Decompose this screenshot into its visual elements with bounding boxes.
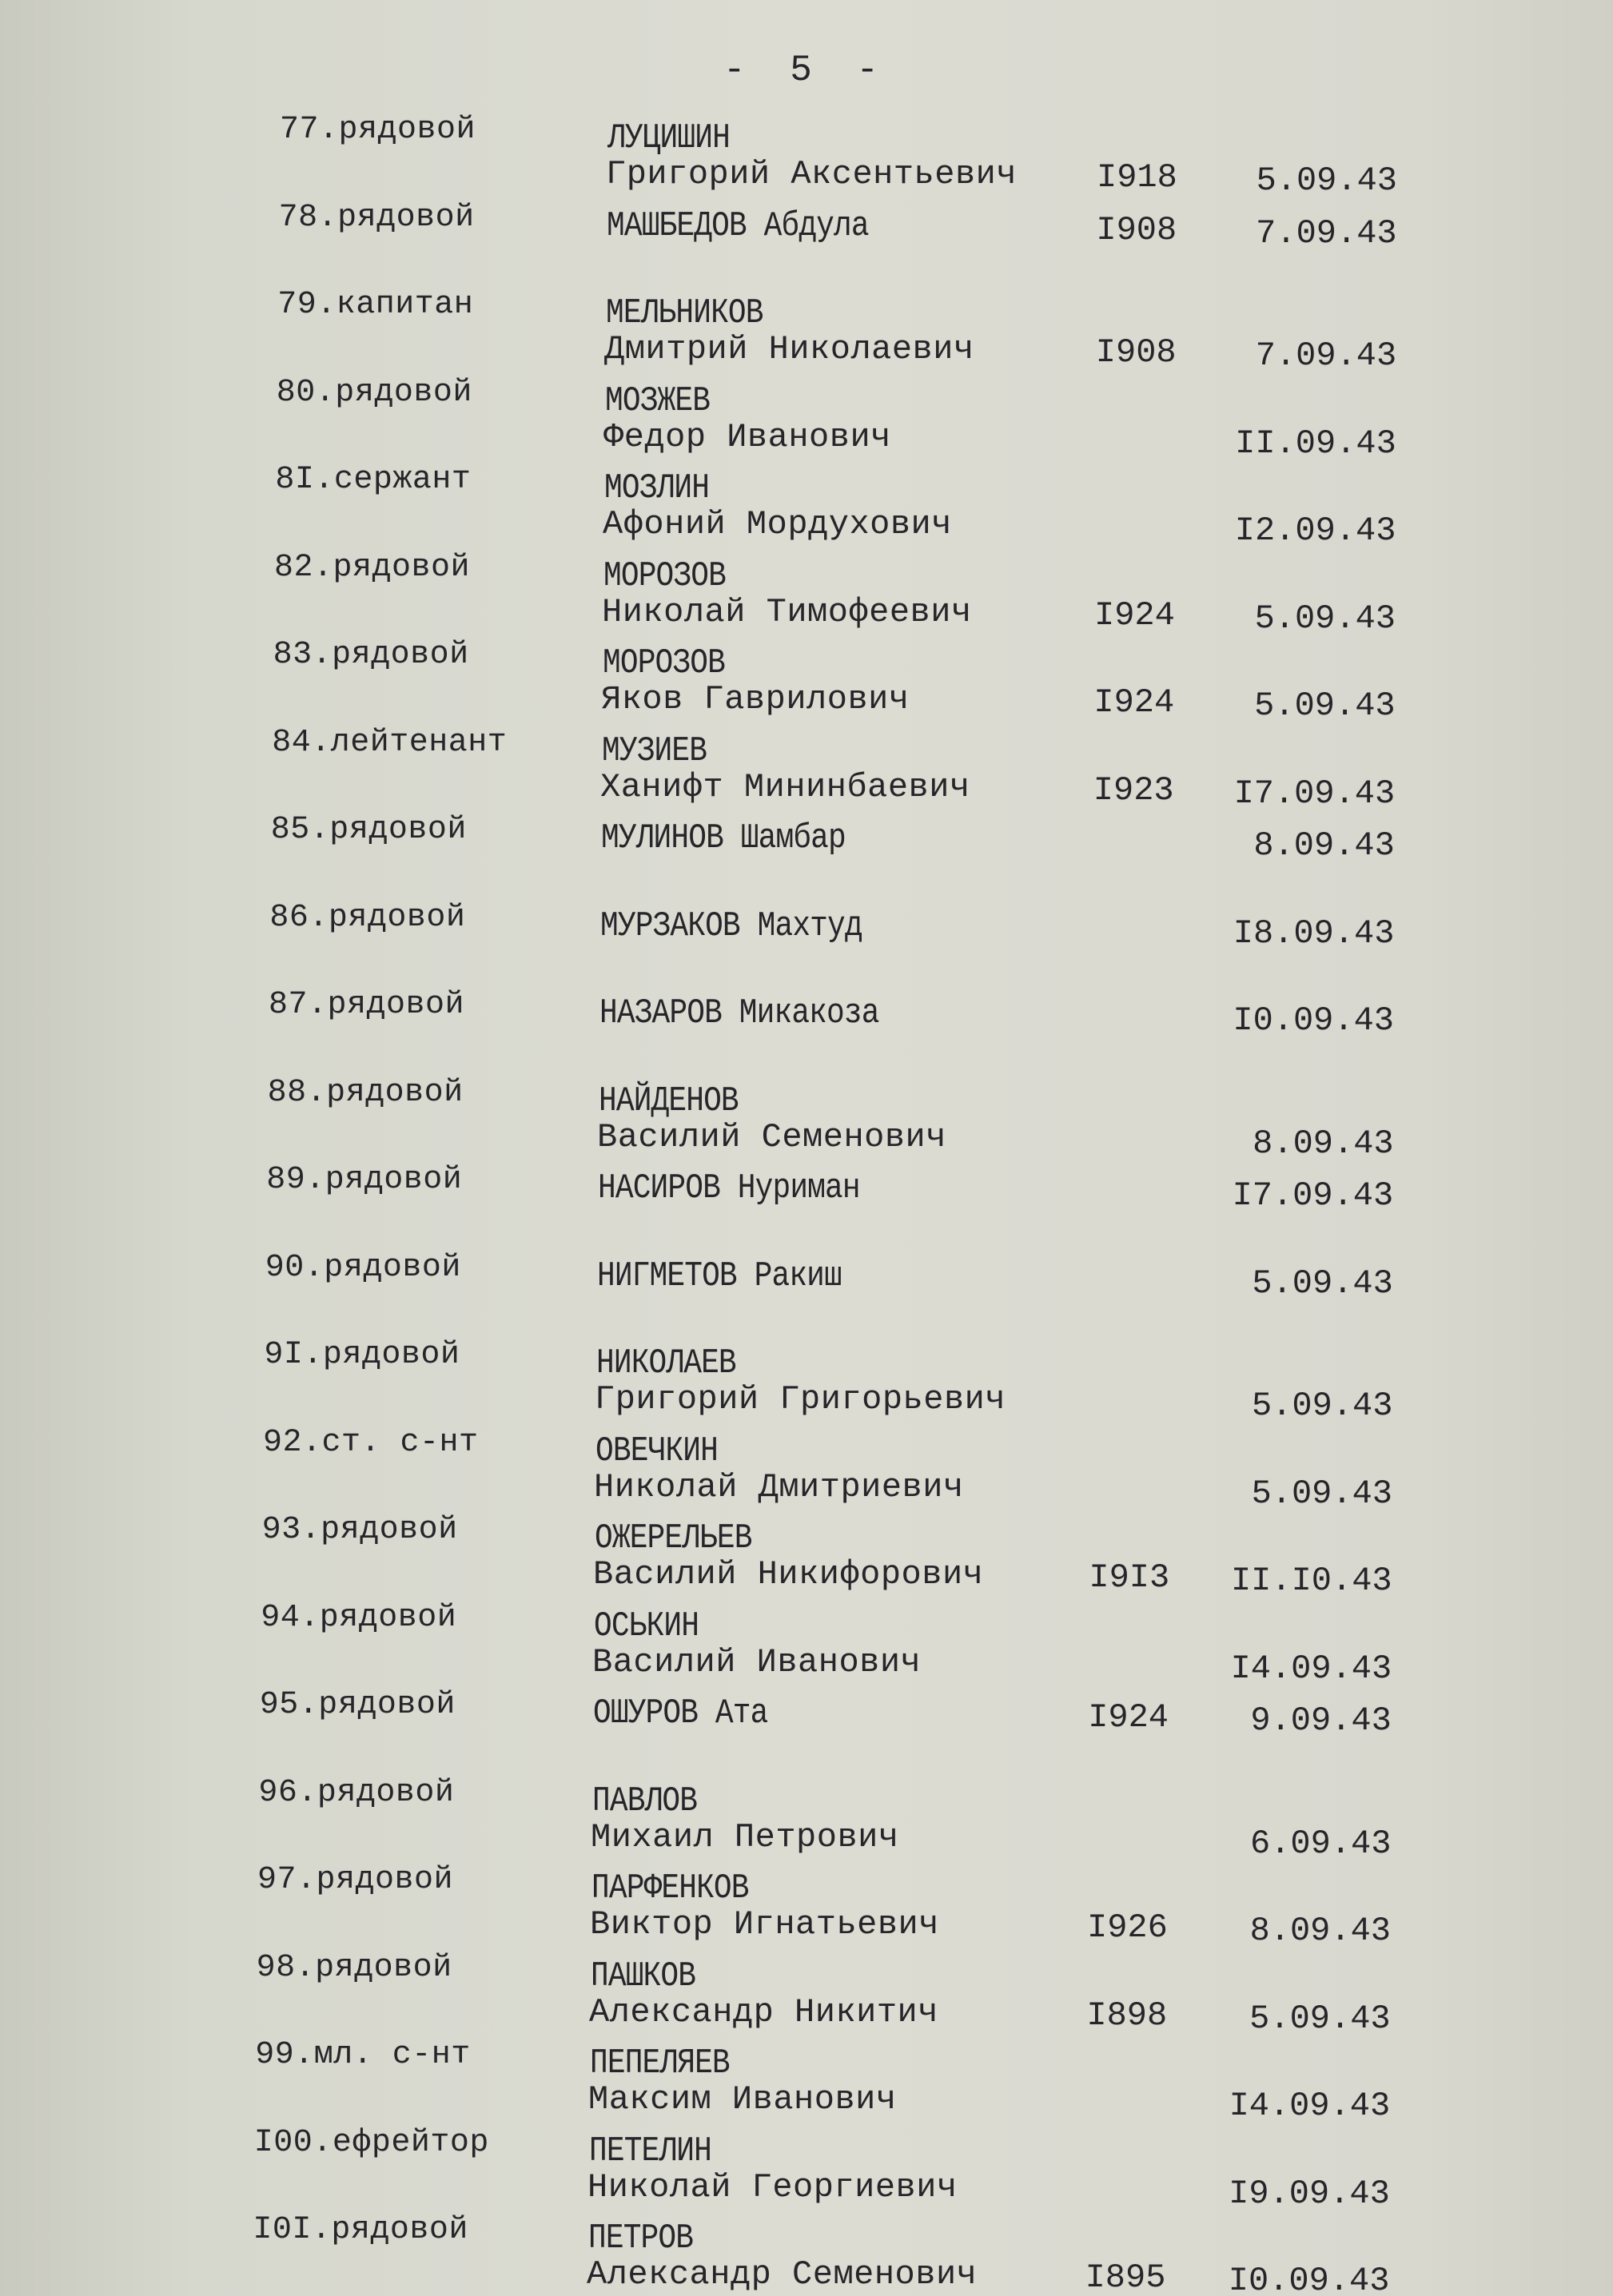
list-item	[0, 1775, 1613, 1863]
list-item	[0, 900, 1613, 988]
rank-label: 89.рядовой	[266, 1162, 463, 1198]
rank-label: 88.рядовой	[267, 1074, 464, 1111]
given-name: Василий Иванович	[592, 1642, 922, 1681]
list-item	[0, 112, 1613, 200]
death-date: 7.09.43	[1256, 213, 1397, 253]
death-date: II.09.43	[1235, 424, 1396, 463]
death-date: 5.09.43	[1254, 599, 1396, 638]
rank-label: 99.мл. с-нт	[255, 2037, 471, 2073]
given-name: Григорий Аксентьевич	[606, 155, 1018, 193]
rank-label: 96.рядовой	[258, 1774, 455, 1811]
surname: ПЕТРОВ	[588, 2218, 694, 2258]
surname: ОЖЕРЕЛЬЕВ	[595, 1518, 752, 1558]
birth-year: I923	[1093, 770, 1174, 810]
surname: НАСИРОВ Нуриман	[598, 1168, 860, 1208]
given-name: Николай Тимофеевич	[602, 592, 972, 631]
list-item	[0, 1512, 1613, 1600]
death-date: II.I0.43	[1230, 1562, 1392, 1600]
rank-label: I00.ефрейтор	[253, 2124, 489, 2161]
surname: ЛУЦИШИН	[607, 118, 730, 158]
birth-year: I898	[1086, 1996, 1168, 2035]
birth-year: I9I3	[1089, 1558, 1170, 1597]
surname: ПАРФЕНКОВ	[591, 1868, 749, 1908]
given-name: Василий Семенович	[597, 1117, 946, 1156]
rank-label: 79.капитан	[277, 287, 474, 323]
list-item	[0, 2037, 1613, 2125]
surname: МОЗЖЕВ	[605, 380, 711, 421]
given-name: Григорий Григорьевич	[595, 1380, 1006, 1419]
rank-label: 98.рядовой	[256, 1949, 452, 1986]
given-name: Николай Дмитриевич	[594, 1467, 964, 1506]
death-date: 6.09.43	[1249, 1824, 1392, 1863]
surname: НАЙДЕНОВ	[599, 1080, 739, 1121]
rank-label: 93.рядовой	[261, 1512, 458, 1548]
surname: ПАШКОВ	[591, 1956, 696, 1996]
given-name: Николай Георгиевич	[587, 2167, 958, 2206]
rank-label: 95.рядовой	[259, 1687, 456, 1723]
list-item	[0, 987, 1613, 1075]
rank-label: I0I.рядовой	[253, 2212, 468, 2248]
given-name: Афоний Мордухович	[603, 505, 952, 543]
list-item	[0, 2125, 1613, 2213]
rank-label: 86.рядовой	[269, 899, 466, 936]
surname: ОСЬКИН	[594, 1606, 699, 1646]
death-date: 5.09.43	[1251, 1474, 1392, 1513]
list-item	[0, 1862, 1613, 1950]
given-name: Дмитрий Николаевич	[604, 330, 974, 368]
rank-label: 85.рядовой	[270, 812, 467, 848]
rank-label: 90.рядовой	[265, 1249, 461, 1286]
death-date: I8.09.43	[1233, 913, 1395, 953]
death-date: I7.09.43	[1233, 774, 1396, 813]
list-item	[0, 1687, 1613, 1775]
list-item	[0, 1075, 1613, 1163]
rank-label: 87.рядовой	[269, 987, 465, 1023]
surname: МЕЛЬНИКОВ	[606, 293, 763, 333]
rank-label: 84.лейтенант	[272, 724, 508, 761]
surname: НИГМЕТОВ Ракиш	[597, 1255, 842, 1296]
list-item	[0, 1162, 1613, 1250]
list-item	[0, 812, 1613, 900]
death-date: I2.09.43	[1234, 511, 1396, 550]
list-item	[0, 1950, 1613, 2038]
birth-year: I924	[1088, 1698, 1169, 1737]
given-name: Василий Никифорович	[593, 1555, 984, 1594]
surname: МОЗЛИН	[604, 468, 710, 508]
given-name: Александр Семенович	[587, 2255, 978, 2294]
birth-year: I918	[1097, 158, 1177, 197]
death-date: I4.09.43	[1229, 2087, 1391, 2125]
list-item	[0, 462, 1613, 550]
birth-year: I908	[1095, 333, 1177, 372]
given-name: Виктор Игнатьевич	[590, 1905, 939, 1944]
surname: МОРОЗОВ	[603, 643, 725, 683]
list-item	[0, 1600, 1613, 1688]
given-name: Михаил Петрович	[591, 1817, 899, 1856]
list-item	[0, 725, 1613, 813]
death-date: 5.09.43	[1254, 686, 1396, 725]
list-item	[0, 637, 1613, 725]
list-item	[0, 1250, 1613, 1338]
surname: МУЗИЕВ	[602, 730, 707, 771]
surname: ПАВЛОВ	[592, 1781, 698, 1821]
surname: МУЛИНОВ Шамбар	[601, 818, 846, 858]
rank-label: 9I.рядовой	[264, 1337, 460, 1373]
rank-label: 97.рядовой	[257, 1862, 454, 1898]
birth-year: I895	[1085, 2258, 1166, 2296]
death-date: 8.09.43	[1253, 826, 1395, 865]
list-item	[0, 287, 1613, 375]
list-item	[0, 1337, 1613, 1425]
page-number: - 5 -	[723, 50, 890, 91]
rank-label: 8I.сержант	[275, 462, 472, 498]
death-date: 8.09.43	[1249, 1912, 1391, 1950]
surname: ОВЕЧКИН	[595, 1431, 718, 1471]
birth-year: I908	[1096, 210, 1177, 249]
list-item	[0, 550, 1613, 638]
given-name: Федор Иванович	[603, 417, 891, 456]
surname: ПЕТЕЛИН	[589, 2131, 711, 2171]
surname: МАШБЕДОВ Абдула	[607, 205, 869, 246]
rank-label: 92.ст. с-нт	[263, 1424, 479, 1461]
rank-label: 83.рядовой	[273, 637, 469, 673]
death-date: 5.09.43	[1252, 1263, 1393, 1303]
given-name: Александр Никитич	[589, 1992, 938, 2031]
birth-year: I924	[1093, 683, 1175, 722]
surname: НИКОЛАЕВ	[596, 1343, 736, 1383]
death-date: I9.09.43	[1229, 2174, 1390, 2213]
surname: МОРОЗОВ	[603, 555, 726, 596]
surname: НАЗАРОВ Микакоза	[599, 993, 879, 1033]
surname: ОШУРОВ Ата	[593, 1693, 768, 1733]
rank-label: 94.рядовой	[261, 1599, 457, 1636]
surname: МУРЗАКОВ Махтуд	[600, 905, 862, 946]
rank-label: 82.рядовой	[274, 549, 471, 586]
death-date: 7.09.43	[1255, 336, 1397, 375]
death-date: 8.09.43	[1253, 1124, 1394, 1163]
list-item	[0, 375, 1613, 463]
death-date: 5.09.43	[1251, 1387, 1393, 1425]
death-date: I0.09.43	[1233, 1001, 1394, 1040]
death-date: 5.09.43	[1249, 1999, 1391, 2038]
death-date: I7.09.43	[1232, 1176, 1394, 1215]
given-name: Яков Гаврилович	[601, 680, 910, 718]
surname: ПЕПЕЛЯЕВ	[590, 2043, 730, 2083]
death-date: 5.09.43	[1256, 161, 1397, 200]
birth-year: I926	[1087, 1908, 1168, 1947]
death-date: 9.09.43	[1250, 1701, 1392, 1740]
rank-label: 80.рядовой	[276, 374, 472, 411]
rank-label: 78.рядовой	[278, 199, 475, 236]
list-item	[0, 200, 1613, 288]
rank-label: 77.рядовой	[280, 112, 476, 148]
given-name: Ханифт Мининбаевич	[600, 767, 970, 806]
birth-year: I924	[1094, 595, 1175, 635]
death-date: I0.09.43	[1228, 2262, 1390, 2296]
list-item	[0, 2212, 1613, 2296]
death-date: I4.09.43	[1230, 1649, 1392, 1688]
list-item	[0, 1425, 1613, 1513]
given-name: Максим Иванович	[588, 2080, 897, 2119]
